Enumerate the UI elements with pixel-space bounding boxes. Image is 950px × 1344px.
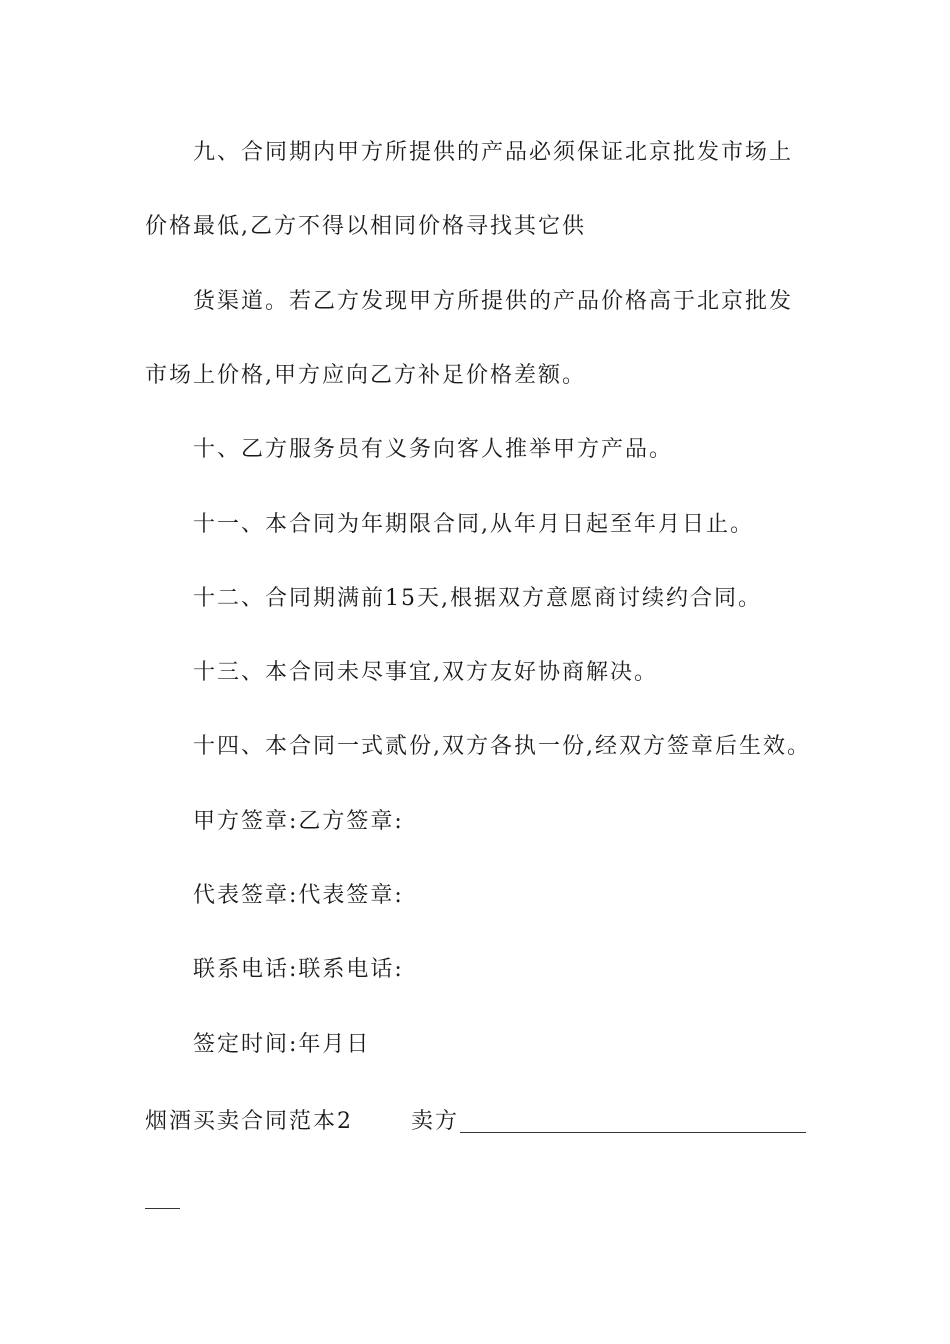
paragraph-9-cont: 价格最低,乙方不得以相同价格寻找其它供 — [145, 214, 586, 239]
paragraph-9-cont-3: 市场上价格,甲方应向乙方补足价格差额。 — [145, 363, 586, 388]
paragraph-13: 十三、本合同未尽事宜,双方友好协商解决。 — [193, 660, 658, 685]
paragraph-12: 十二、合同期满前15天,根据双方意愿商讨续约合同。 — [193, 586, 762, 611]
seller-blank-underline — [460, 1102, 806, 1133]
signature-line: 甲方签章:乙方签章: — [193, 809, 404, 834]
representative-line: 代表签章:代表签章: — [193, 883, 404, 908]
phone-line: 联系电话:联系电话: — [193, 957, 404, 982]
seller-label: 卖方 — [411, 1109, 460, 1134]
seller-blank-underline-cont — [145, 1178, 180, 1209]
paragraph-14: 十四、本合同一式贰份,双方各执一份,经双方签章后生效。 — [193, 734, 811, 759]
date-line: 签定时间:年月日 — [193, 1032, 371, 1057]
paragraph-10: 十、乙方服务员有义务向客人推举甲方产品。 — [193, 437, 674, 462]
paragraph-9: 九、合同期内甲方所提供的产品必须保证北京批发市场上 — [193, 140, 794, 165]
paragraph-11: 十一、本合同为年期限合同,从年月日起至年月日止。 — [193, 512, 754, 537]
paragraph-9-cont-2: 货渠道。若乙方发现甲方所提供的产品价格高于北京批发 — [193, 289, 794, 314]
contract-title: 烟酒买卖合同范本2 — [145, 1109, 353, 1134]
